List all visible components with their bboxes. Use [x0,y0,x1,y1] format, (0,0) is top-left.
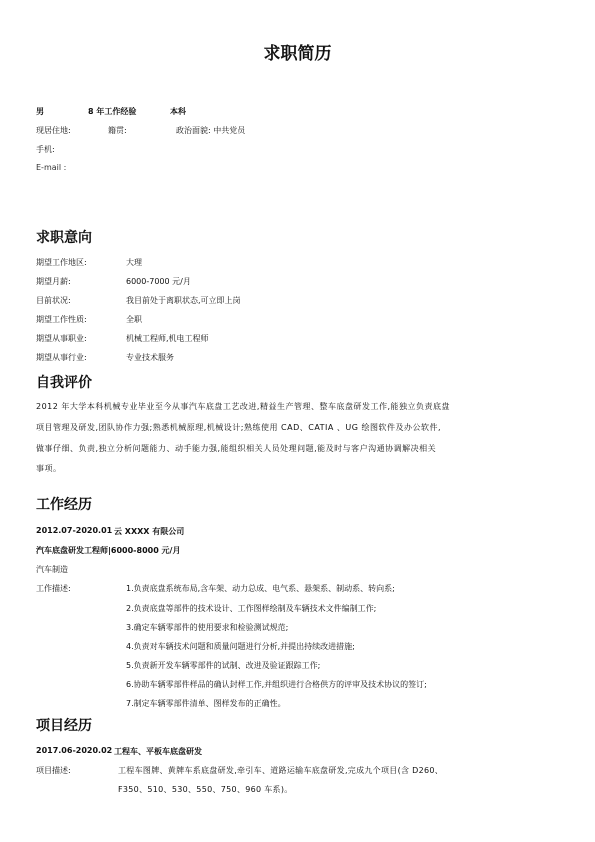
work-desc-item: 5.负责新开发车辆零部件的试制、改进及验证跟踪工作; [126,661,321,670]
politics: 政治面貌: 中共党员 [176,126,246,135]
self-eval-line: 项目管理及研发,团队协作力强;熟悉机械原理,机械设计;熟练使用 CAD、CATIA 、UG 绘图软件及办公软件, [36,423,442,432]
work-desc-item: 7.制定车辆零部件清单、图样发布的正确性。 [126,699,286,708]
intent-value: 专业技术服务 [126,353,174,362]
project-desc-line: F350、510、530、550、750、960 车系)。 [118,785,293,794]
intent-label: 目前状况: [36,296,71,305]
intent-label: 期望从事行业: [36,353,87,362]
work-desc-item: 2.负责底盘等部件的技术设计、工作图样绘制及车辆技术文件编制工作; [126,604,377,613]
project-period: 2017.06-2020.02 [36,746,113,755]
work-industry: 汽车制造 [36,565,68,574]
work-heading: 工作经历 [36,497,92,513]
project-heading: 项目经历 [36,718,92,734]
self-eval-line: 做事仔细、负责,独立分析问题能力、动手能力强,能组织相关人员处理问题,能及时与客户沟通协调解决相关 [36,444,437,453]
work-company: 云 XXXX 有限公司 [114,527,185,536]
gender: 男 [36,107,44,116]
education: 本科 [170,107,186,116]
self-eval-line: 2012 年大学本科机械专业毕业至今从事汽车底盘工艺改进,精益生产管理、整车底盘研发工作,能独立负责底盘 [36,402,450,411]
work-desc-item: 3.确定车辆零部件的使用要求和检验测试规范; [126,623,289,632]
intent-label: 期望工作性质: [36,315,87,324]
work-position: 汽车底盘研发工程师|6000-8000 元/月 [36,546,181,555]
experience: 8 年工作经验 [88,107,137,116]
intent-value: 我目前处于离职状态,可立即上岗 [126,296,241,305]
intent-value: 全职 [126,315,142,324]
native-label: 籍贯: [108,126,127,135]
intent-heading: 求职意向 [36,230,92,246]
work-period: 2012.07-2020.01 [36,526,113,535]
intent-value: 机械工程师,机电工程师 [126,334,209,343]
work-desc-item: 4.负责对车辆技术问题和质量问题进行分析,并提出持续改进措施; [126,642,355,651]
phone-label: 手机: [36,145,55,154]
intent-value: 6000-7000 元/月 [126,277,191,286]
work-desc-item: 6.协助车辆零部件样品的确认封样工作,并组织进行合格供方的评审及技术协议的签订; [126,680,427,689]
project-desc-line: 工程车图牌、黄牌车系底盘研发,牵引车、道路运输车底盘研发,完成九个项目(含 D260、 [118,766,444,775]
email-label: E-mail : [36,163,67,172]
intent-label: 期望月薪: [36,277,71,286]
self-eval-line: 事项。 [36,464,62,473]
intent-value: 大理 [126,258,142,267]
project-name: 工程车、平板车底盘研发 [114,747,202,756]
project-desc-label: 项目描述: [36,766,71,775]
work-desc-label: 工作描述: [36,584,71,593]
work-desc-item: 1.负责底盘系统布局,含车架、动力总成、电气系、悬架系、制动系、转向系; [126,584,395,593]
page-title: 求职简历 [263,44,332,64]
intent-label: 期望工作地区: [36,258,87,267]
self-eval-heading: 自我评价 [36,375,92,391]
intent-label: 期望从事职业: [36,334,87,343]
residence-label: 现居住地: [36,126,71,135]
